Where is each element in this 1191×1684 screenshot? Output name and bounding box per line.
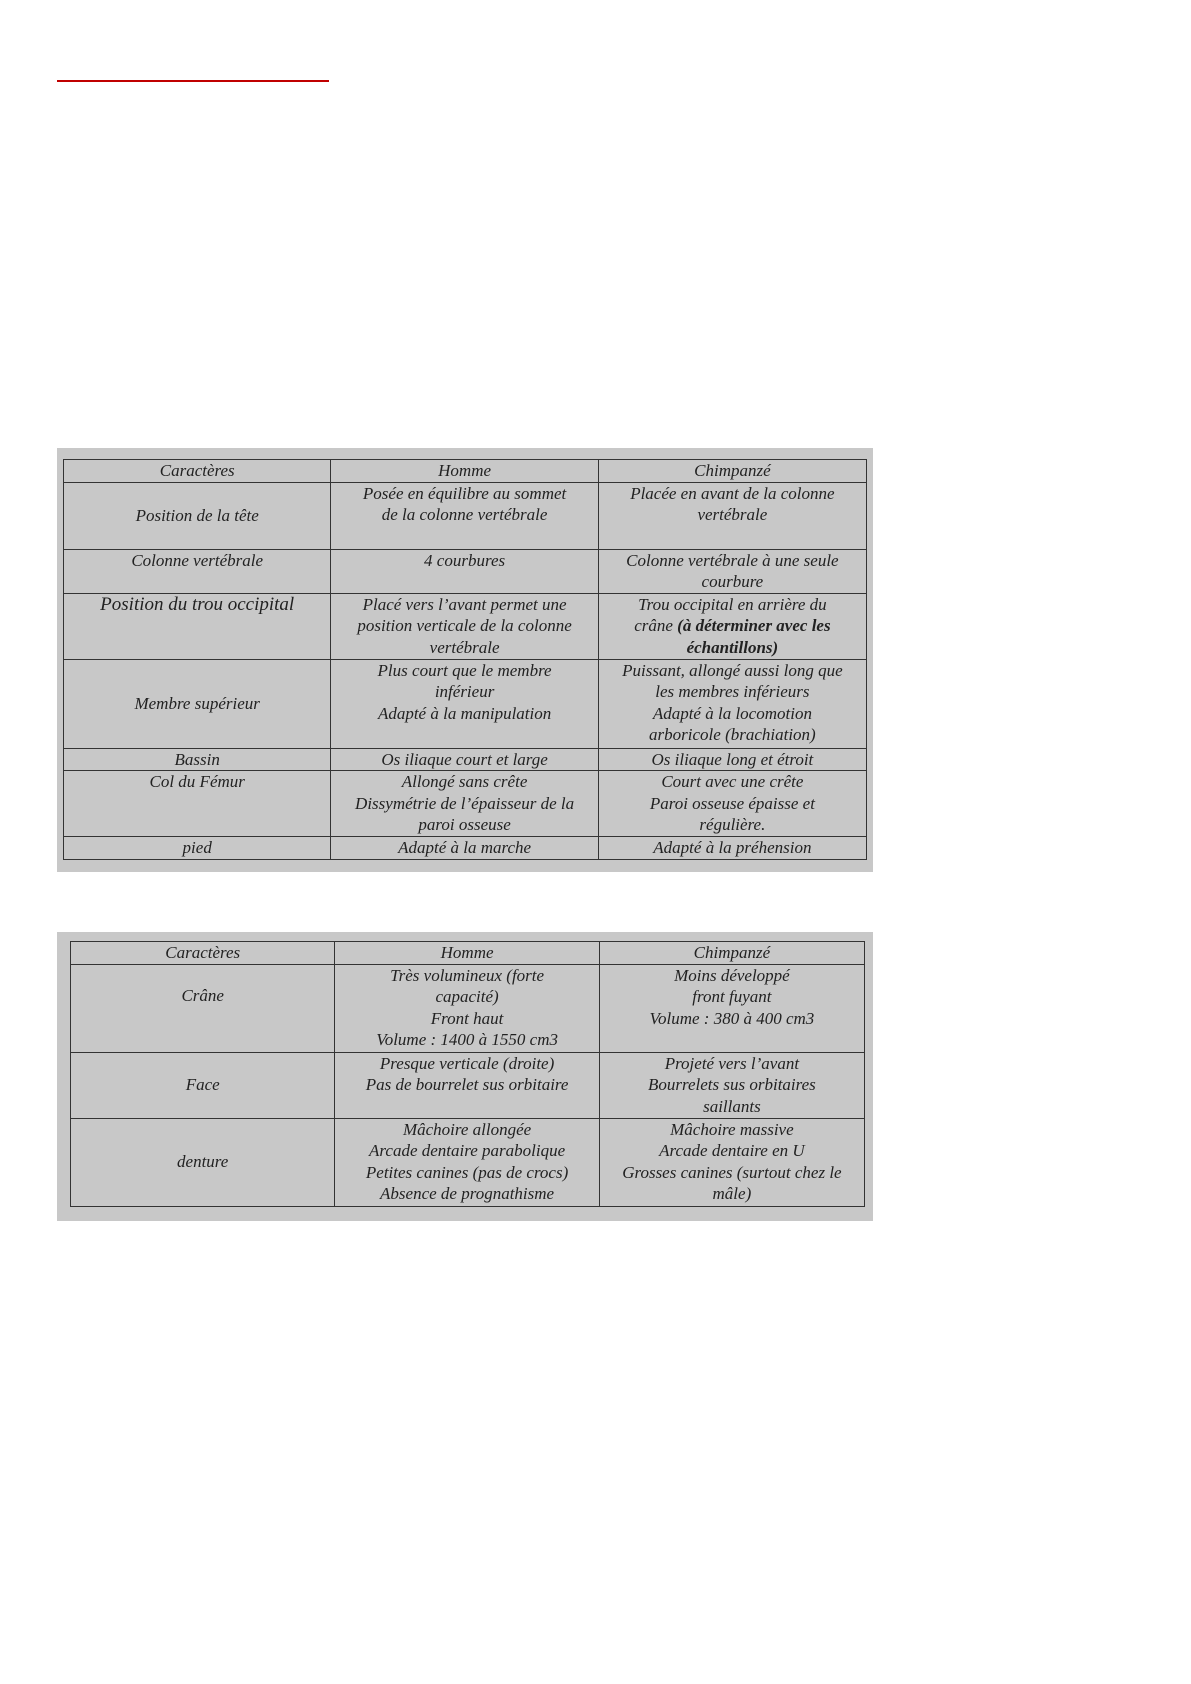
text-line: vertébrale [429,637,500,657]
text-line: arboricole (brachiation) [649,725,816,744]
cell-chimpanze [598,771,866,837]
table-header-row [64,460,867,483]
text-line: Pas de bourrelet sus orbitaire [365,1075,569,1094]
header-homme: Homme [331,460,598,483]
table-row [64,482,867,549]
cell-chimpanze [598,837,866,860]
text-line: les membres inférieurs [655,682,810,701]
text-line: Arcade dentaire en U [659,1141,805,1160]
text-line: de la colonne vertébrale [381,505,548,524]
cell-chimpanze [599,964,864,1052]
cell-chimpanze [598,748,866,771]
text-line: Os iliaque long et étroit [651,749,814,769]
text-fragment: crâne [634,616,678,635]
comparison-table-skull [57,932,873,1221]
text-line: Presque verticale (droite) [379,1053,555,1073]
cell-homme [335,964,599,1052]
text-line: Dissymétrie de l’épaisseur de la [355,793,575,813]
text-line [603,637,862,659]
table-row [64,748,867,771]
row-label: Membre supérieur [64,659,331,748]
text-line: Plus court que le membre [377,660,552,680]
cell-chimpanze [599,1052,864,1118]
text-line: Placé vers l’avant permet une [362,594,567,614]
text-line: Grosses canines (surtout chez le [622,1162,842,1182]
row-label: Bassin [64,748,331,771]
text-line: Bourrelets sus orbitaires [647,1075,816,1094]
cell-homme [335,1118,599,1206]
bold-fragment: (à déterminer avec les [677,616,831,635]
table-row [71,1052,865,1118]
text-line: Très volumineux (forte [390,965,545,985]
text-line: Arcade dentaire parabolique [369,1141,566,1160]
skeleton-table [63,459,867,860]
comparison-table-skeleton [57,448,873,872]
header-chimpanze: Chimpanzé [598,460,866,483]
text-line: Absence de prognathisme [380,1184,555,1203]
skull-table [70,941,865,1207]
row-label: Crâne [71,964,335,1052]
text-line: vertébrale [697,505,768,524]
text-line: Front haut [430,1008,504,1028]
text-line: Moins développé [674,965,790,985]
cell-homme [331,748,598,771]
cell-chimpanze [598,549,866,593]
text-line: Paroi osseuse épaisse et [649,793,815,813]
table-row [64,659,867,748]
header-caracteres: Caractères [71,942,335,965]
row-label: Colonne vertébrale [64,549,331,593]
text-line [603,615,862,637]
text-line: Colonne vertébrale à une seule [626,550,839,570]
bold-fragment: échantillons) [686,637,779,657]
text-line: Petites canines (pas de crocs) [365,1162,569,1182]
row-label: denture [71,1118,335,1206]
text-line: 4 courbures [424,550,506,570]
text-line: Allongé sans crête [401,772,528,791]
text-line: mâle) [712,1184,752,1203]
text-line: Adapté à la marche [398,838,532,857]
text-line: Posée en équilibre au sommet [362,483,567,503]
cell-homme [331,482,598,549]
table-row [71,964,865,1052]
cell-homme [331,659,598,748]
text-line: Volume : 1400 à 1550 cm3 [376,1030,558,1049]
text-line: Adapté à la préhension [653,838,812,857]
header-chimpanze: Chimpanzé [599,942,864,965]
text-line: Adapté à la locomotion [652,703,812,723]
text-line: inférieur [434,682,495,701]
cell-chimpanze [599,1118,864,1206]
text-line: Volume : 380 à 400 cm3 [649,1008,815,1028]
red-title-underline [57,80,329,82]
cell-homme [335,1052,599,1118]
text-line: Placée en avant de la colonne [630,483,835,503]
cell-homme [331,549,598,593]
row-label: Col du Fémur [64,771,331,837]
table-row [64,549,867,593]
header-homme: Homme [335,942,599,965]
text-line: front fuyant [692,987,772,1006]
text-line: Trou occipital en arrière du [638,594,827,614]
cell-homme [331,837,598,860]
row-label: Position de la tête [64,482,331,549]
text-line: Mâchoire massive [670,1119,794,1139]
text-line: paroi osseuse [418,815,511,834]
row-label: Position du trou occipital [64,593,331,659]
text-line: Projeté vers l’avant [664,1053,800,1073]
cell-homme [331,593,598,659]
text-line: capacité) [435,987,499,1006]
table-header-row [71,942,865,965]
cell-chimpanze [598,593,866,659]
text-line: courbure [701,572,764,591]
text-line: Os iliaque court et large [381,749,548,769]
text-line: Court avec une crête [661,772,804,791]
table-row [64,593,867,659]
text-line: Adapté à la manipulation [377,703,552,723]
cell-homme [331,771,598,837]
text-line: saillants [703,1096,761,1116]
row-label: pied [64,837,331,860]
text-line: Mâchoire allongée [402,1119,532,1139]
cell-chimpanze [598,659,866,748]
text-line: position verticale de la colonne [357,616,572,635]
row-label: Face [71,1052,335,1118]
table-row [64,771,867,837]
text-line: Puissant, allongé aussi long que [622,660,843,680]
cell-chimpanze [598,482,866,549]
table-row [71,1118,865,1206]
table-row [64,837,867,860]
header-caracteres: Caractères [64,460,331,483]
text-line: régulière. [699,815,766,834]
